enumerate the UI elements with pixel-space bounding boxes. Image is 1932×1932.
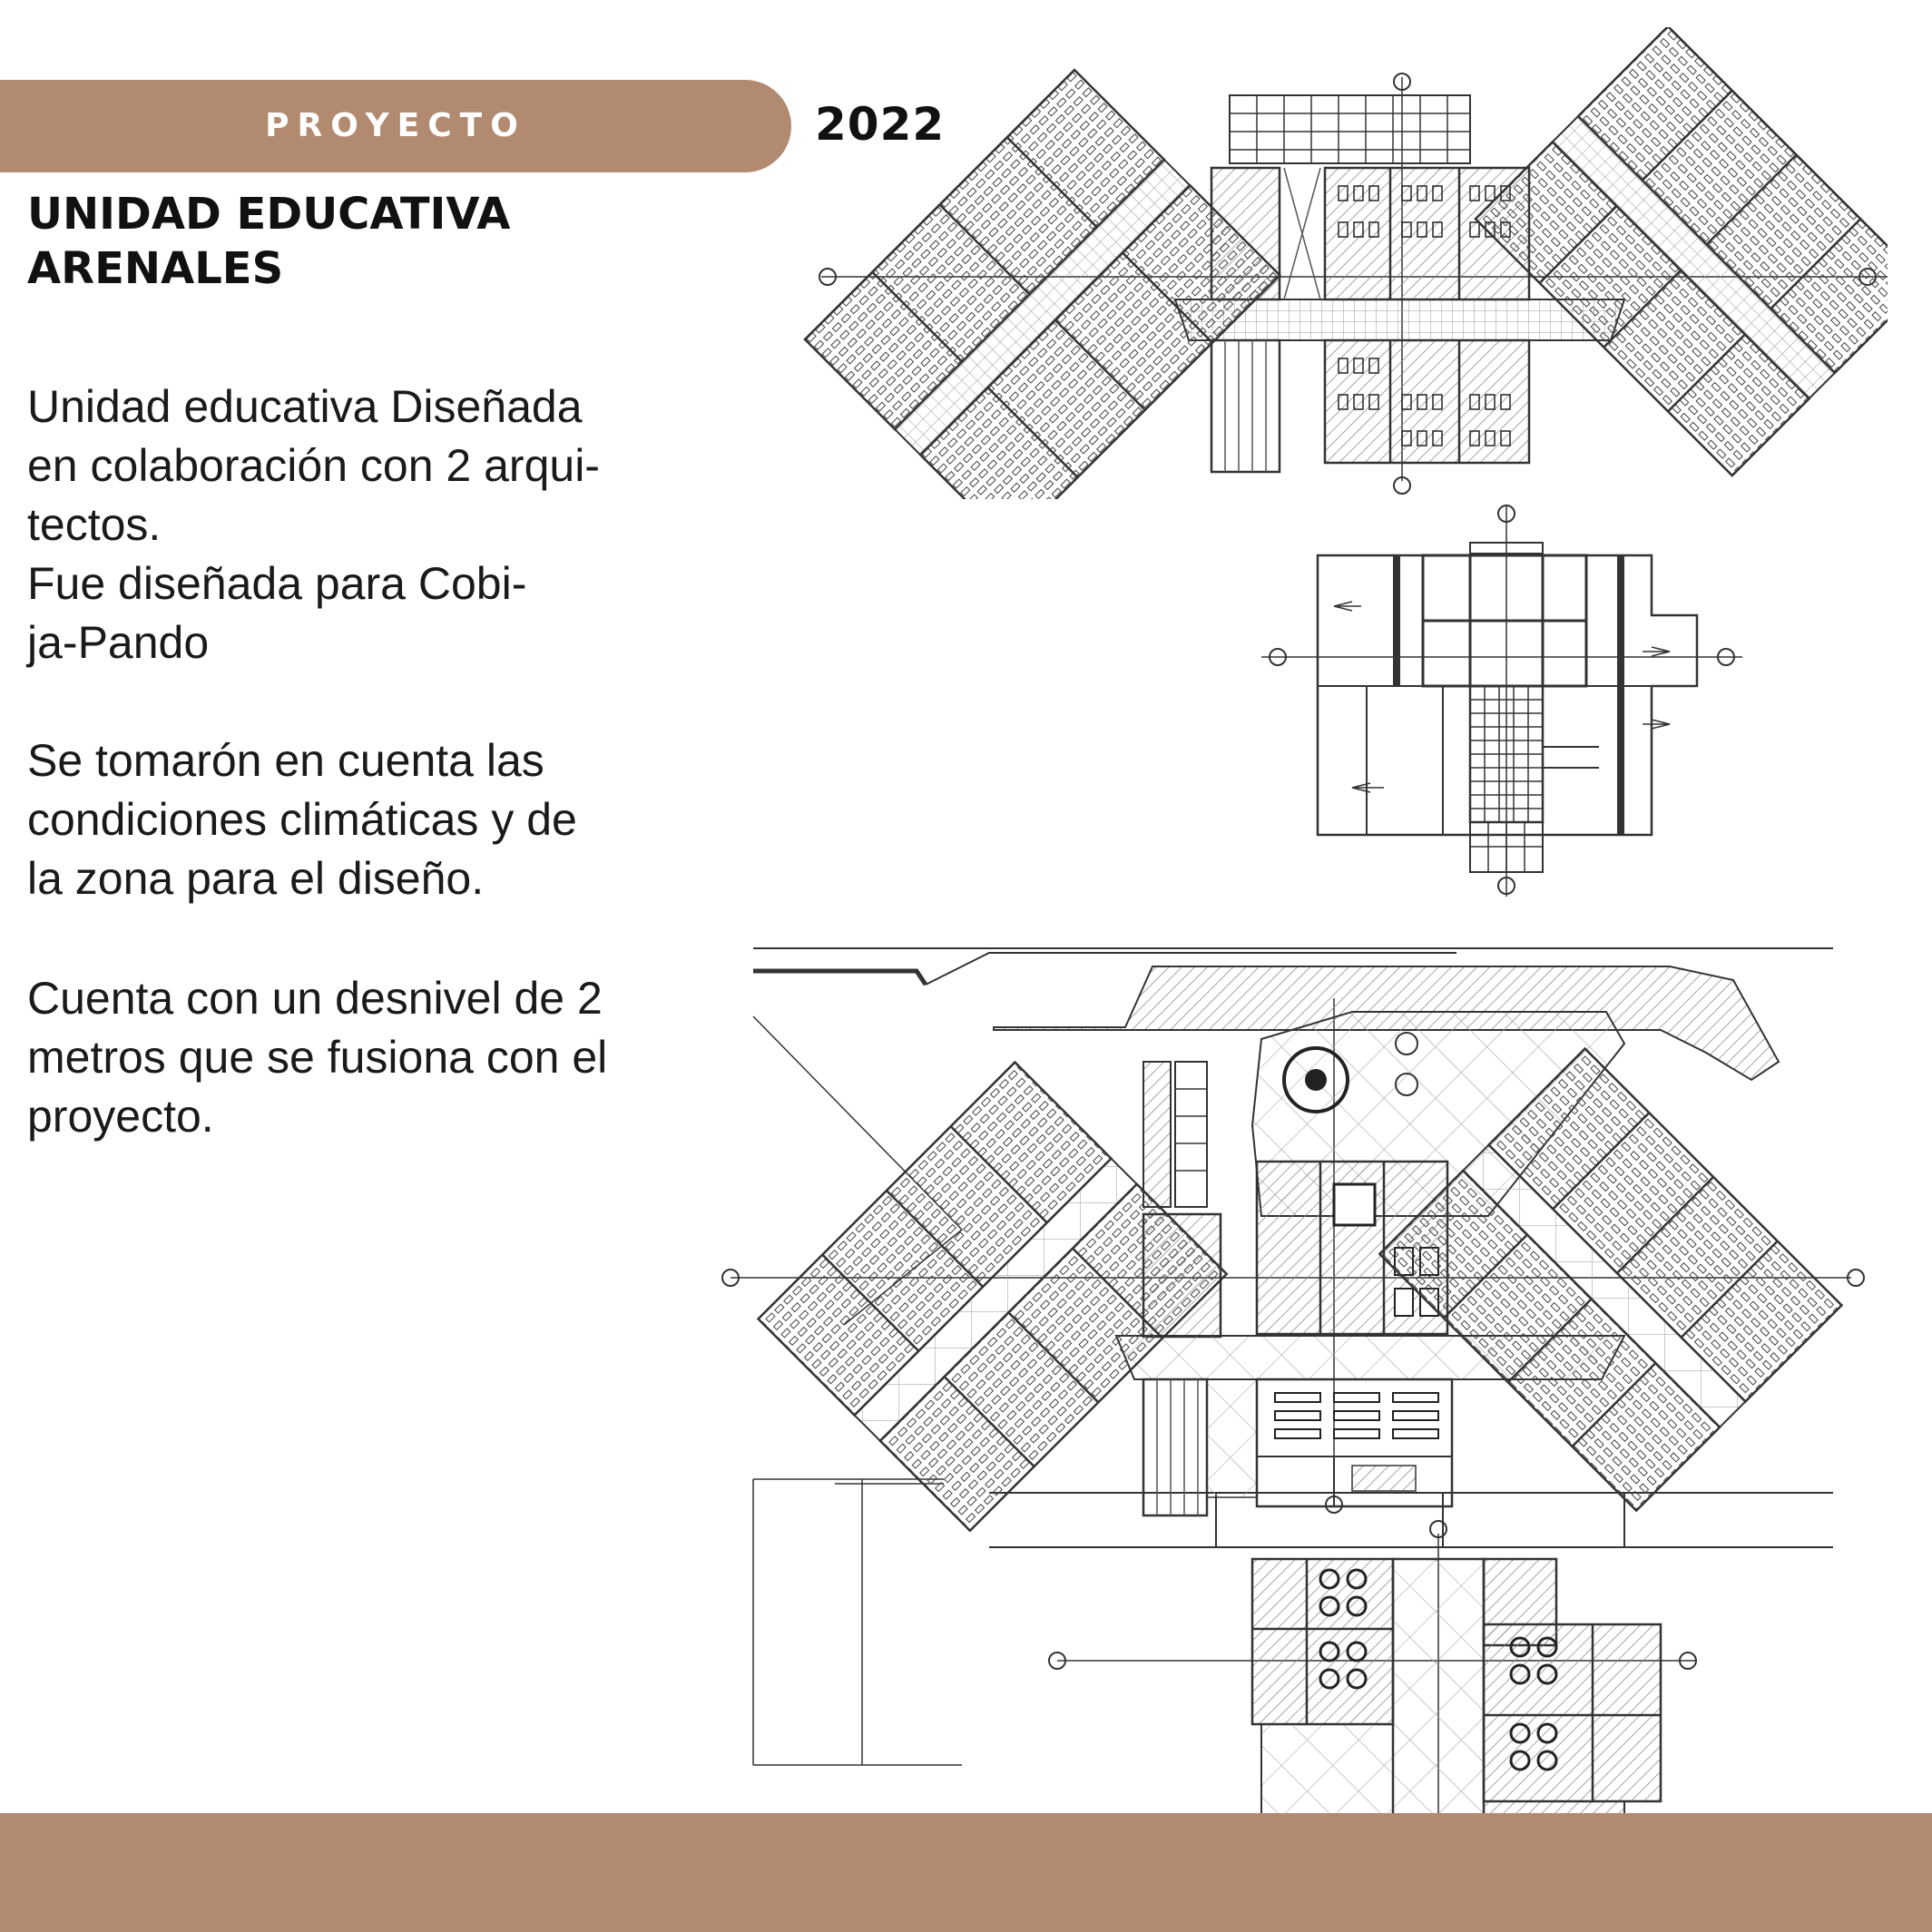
description-line: en colaboración con 2 arqui-	[27, 440, 600, 491]
description-line: la zona para el diseño.	[27, 853, 485, 904]
description-paragraph	[27, 969, 652, 1146]
roof-plan	[1261, 497, 1751, 897]
description-line: condiciones climáticas y de	[27, 794, 577, 845]
description-line: proyecto.	[27, 1091, 214, 1142]
project-title-line: ARENALES	[27, 243, 284, 294]
description-line: ja-Pando	[27, 617, 210, 668]
project-year: 2022	[815, 98, 946, 151]
description-paragraph	[27, 731, 652, 908]
site-floor-plan	[717, 944, 1869, 1928]
footer-band	[0, 1813, 1932, 1932]
description-line: tectos.	[27, 499, 162, 550]
description-line: Cuenta con un desnivel de 2	[27, 973, 603, 1024]
project-title	[27, 187, 717, 296]
description-line: Unidad educativa Diseñada	[27, 381, 583, 432]
description-line: Se tomarón en cuenta las	[27, 735, 544, 786]
section-label: PROYECTO	[265, 107, 526, 144]
description-paragraph	[27, 378, 652, 672]
description-line: metros que se fusiona con el	[27, 1032, 608, 1083]
description-line: Fue diseñada para Cobi-	[27, 558, 527, 609]
upper-floor-plan	[799, 27, 1888, 499]
project-title-line: UNIDAD EDUCATIVA	[27, 189, 511, 240]
